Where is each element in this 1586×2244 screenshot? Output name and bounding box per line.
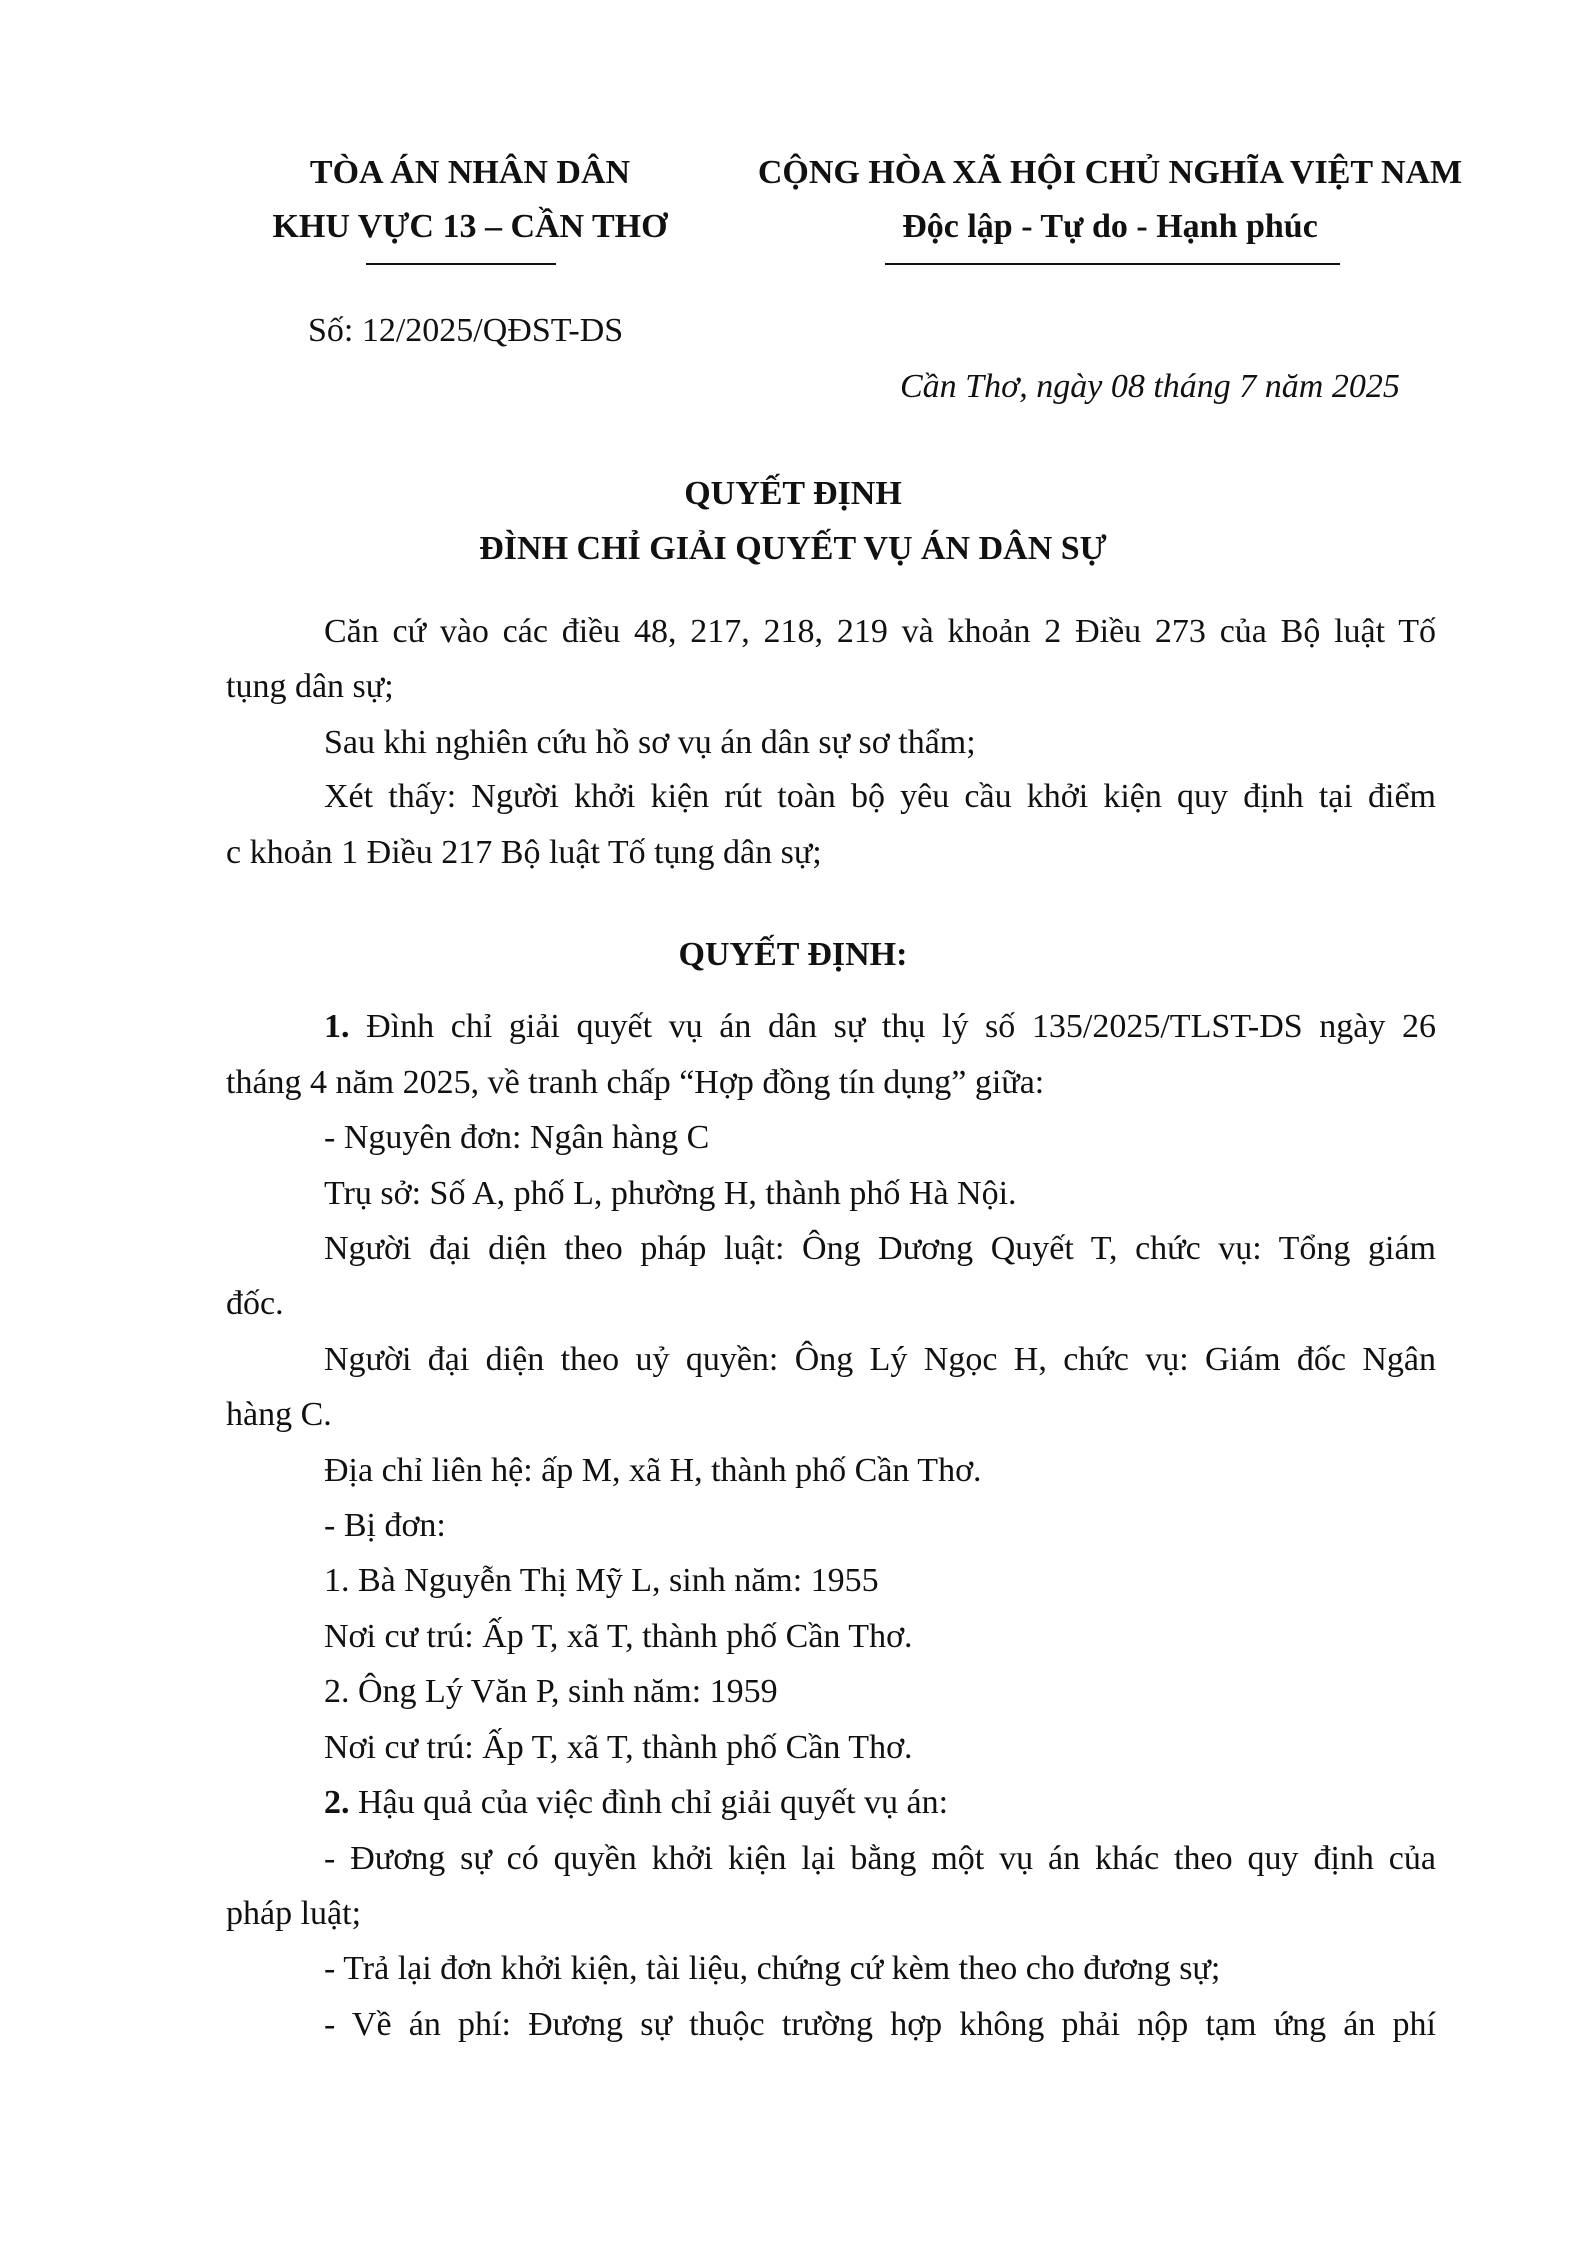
consequence-3: - Về án phí: Đương sự thuộc trường hợp không phải nộp tạm ứng án phí: [324, 2006, 1436, 2043]
item-1-line-b: tháng 4 năm 2025, về tranh chấp “Hợp đồng tín dụng” giữa:: [226, 1064, 1045, 1101]
court-name-line2: KHU VỰC 13 – CẦN THƠ: [272, 208, 668, 245]
court-name-line1: TÒA ÁN NHÂN DÂN: [309, 154, 631, 191]
basis-1b: tụng dân sự;: [226, 668, 394, 705]
consequence-2: - Trả lại đơn khởi kiện, tài liệu, chứng cứ kèm theo cho đương sự;: [324, 1950, 1221, 1987]
basis-3a: Xét thấy: Người khởi kiện rút toàn bộ yêu cầu khởi kiện quy định tại điểm: [324, 778, 1436, 815]
defendant-2-residence: Nơi cư trú: Ấp T, xã T, thành phố Cần Thơ.: [324, 1729, 913, 1766]
plaintiff: - Nguyên đơn: Ngân hàng C: [324, 1119, 710, 1156]
item-2: [324, 1783, 948, 1823]
auth-rep-b: hàng C.: [226, 1396, 332, 1433]
auth-rep-a: Người đại diện theo uỷ quyền: Ông Lý Ngọc H, chức vụ: Giám đốc Ngân: [324, 1341, 1436, 1378]
item-2-number: 2.: [324, 1784, 350, 1821]
decision-subtitle: ĐÌNH CHỈ GIẢI QUYẾT VỤ ÁN DÂN SỰ: [479, 530, 1107, 567]
document-number: Số: 12/2025/QĐST-DS: [308, 312, 624, 349]
item-1-text: Đình chỉ giải quyết vụ án dân sự thụ lý số 135/2025/TLST-DS ngày 26: [349, 1008, 1436, 1045]
contact-address: Địa chỉ liên hệ: ấp M, xã H, thành phố Cần Thơ.: [324, 1452, 982, 1489]
court-underline: [366, 263, 556, 265]
legal-rep-a: Người đại diện theo pháp luật: Ông Dương Quyết T, chức vụ: Tổng giám: [324, 1230, 1436, 1267]
defendant-2: 2. Ông Lý Văn P, sinh năm: 1959: [324, 1673, 778, 1710]
decision-title: QUYẾT ĐỊNH: [684, 475, 902, 512]
nation-motto: Độc lập - Tự do - Hạnh phúc: [902, 208, 1318, 245]
consequence-1a: - Đương sự có quyền khởi kiện lại bằng một vụ án khác theo quy định của: [324, 1840, 1436, 1877]
defendant-1-residence: Nơi cư trú: Ấp T, xã T, thành phố Cần Thơ.: [324, 1618, 913, 1655]
motto-underline: [885, 263, 1340, 265]
basis-3b: c khoản 1 Điều 217 Bộ luật Tố tụng dân sự;: [226, 834, 822, 871]
decision-heading: QUYẾT ĐỊNH:: [678, 936, 908, 973]
item-2-text: Hậu quả của việc đình chỉ giải quyết vụ án:: [349, 1784, 949, 1821]
basis-1a: Căn cứ vào các điều 48, 217, 218, 219 và khoản 2 Điều 273 của Bộ luật Tố: [324, 613, 1436, 650]
plaintiff-headquarters: Trụ sở: Số A, phố L, phường H, thành phố Hà Nội.: [324, 1175, 1017, 1212]
consequence-1b: pháp luật;: [226, 1895, 362, 1932]
legal-rep-b: đốc.: [226, 1285, 284, 1322]
item-1-number: 1.: [324, 1008, 350, 1045]
nation-name: CỘNG HÒA XÃ HỘI CHỦ NGHĨA VIỆT NAM: [757, 154, 1463, 191]
item-1-line-a: [324, 1007, 1436, 1047]
defendant-1: 1. Bà Nguyễn Thị Mỹ L, sinh năm: 1955: [324, 1562, 879, 1599]
defendant-label: - Bị đơn:: [324, 1507, 446, 1544]
place-date: Cần Thơ, ngày 08 tháng 7 năm 2025: [900, 368, 1400, 405]
basis-2: Sau khi nghiên cứu hồ sơ vụ án dân sự sơ thẩm;: [324, 724, 976, 761]
